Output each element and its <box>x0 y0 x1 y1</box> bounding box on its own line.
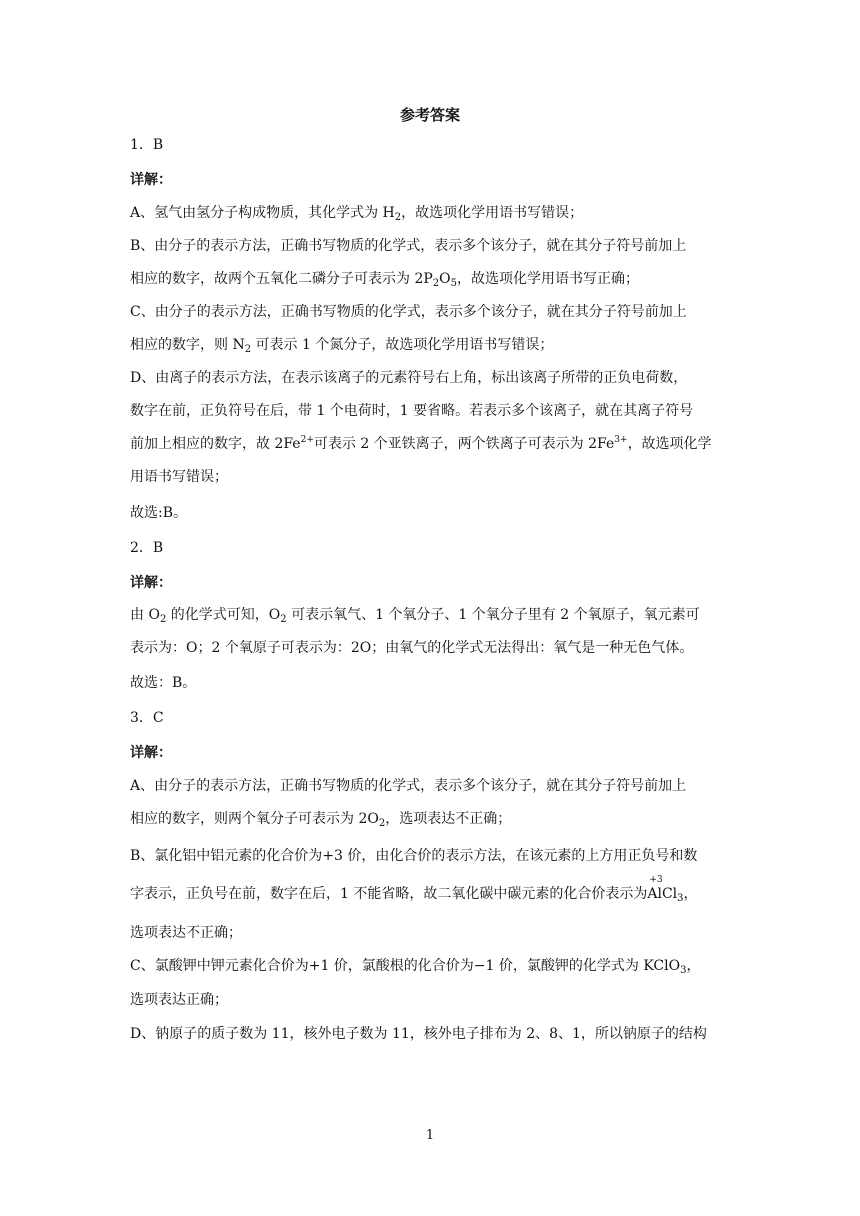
q1-line-4: C、由分子的表示方法，正确书写物质的化学式，表示多个该分子，就在其分子符号前加上 <box>130 304 687 320</box>
q3-line-1: A、由分子的表示方法，正确书写物质的化学式，表示多个该分子，就在其分子符号前加上 <box>130 778 687 794</box>
page-title: 参考答案 <box>399 106 460 124</box>
valence-formula: +3 Al <box>647 875 663 902</box>
question-1-detail-label: 详解： <box>130 172 172 188</box>
q3-line-6: C、氯酸钾中钾元素化合价为+1 价，氯酸根的化合价为−1 价，氯酸钾的化学式为 KClO$_3$， <box>130 958 701 976</box>
q1-line-2: B、由分子的表示方法，正确书写物质的化学式，表示多个该分子，就在其分子符号前加上 <box>130 238 687 254</box>
q3-line-3: B、氯化铝中铝元素的化合价为+3 价，由化合价的表示方法，在该元素的上方用正负号和数 <box>130 848 698 864</box>
page-number: 1 <box>425 1128 435 1143</box>
q2-line-1: 由 $O_2$ 的化学式可知，$O_2$ 可表示氧气、1 个氧分子、1 个氧分子里有 2 个氧原子，氧元素可 <box>130 607 700 625</box>
q3-line-8: D、钠原子的质子数为 11，核外电子数为 11，核外电子排布为 2、8、1，所以钠原子的结构 <box>130 1026 707 1042</box>
q3-line-7: 选项表达正确； <box>130 992 228 1008</box>
q2-line-2: 表示为：O；2 个氧原子可表示为：2O；由氧气的化学式无法得出：氧气是一种无色气体。 <box>130 640 694 656</box>
q3-line-2: 相应的数字，则两个氧分子可表示为 $2O_2$，选项表达不正确； <box>130 811 512 829</box>
q1-line-7: 数字在前，正负符号在后，带 1 个电荷时，1 要省略。若表示多个该离子，就在其离子符号 <box>130 403 694 419</box>
q3-line-5: 选项表达不正确； <box>130 925 242 941</box>
question-2-answer: 2．B <box>130 540 164 556</box>
q1-line-3: 相应的数字，故两个五氧化二磷分子可表示为 $2P_2O_5$，故选项化学用语书写正确； <box>130 271 640 289</box>
question-3-detail-label: 详解： <box>130 745 172 761</box>
question-3-answer: 3．C <box>130 710 164 726</box>
question-2-detail-label: 详解： <box>130 575 172 591</box>
q1-line-9: 用语书写错误； <box>130 469 228 485</box>
question-1-answer: 1．B <box>130 137 164 153</box>
q1-line-8: 前加上相应的数字，故 $2Fe^{2+}$可表示 2 个亚铁离子，两个铁离子可表示为 $2Fe^{3+}$，故选项化学 <box>130 435 712 452</box>
q2-conclusion: 故选：B。 <box>130 675 197 691</box>
q1-line-6: D、由离子的表示方法，在表示该离子的元素符号右上角，标出该离子所带的正负电荷数， <box>130 370 688 386</box>
q1-line-5: 相应的数字，则 $N_2$ 可表示 1 个氮分子，故选项化学用语书写错误； <box>130 337 554 355</box>
q1-line-1: A、氢气由氢分子构成物质，其化学式为 $H_2$，故选项化学用语书写错误； <box>130 205 584 223</box>
q1-conclusion: 故选:B。 <box>130 505 188 521</box>
q3-line-4: 字表示，正负号在前，数字在后，1 不能省略，故二氧化碳中碳元素的化合价表示为 +3 AlCl$_3$， <box>130 875 698 904</box>
